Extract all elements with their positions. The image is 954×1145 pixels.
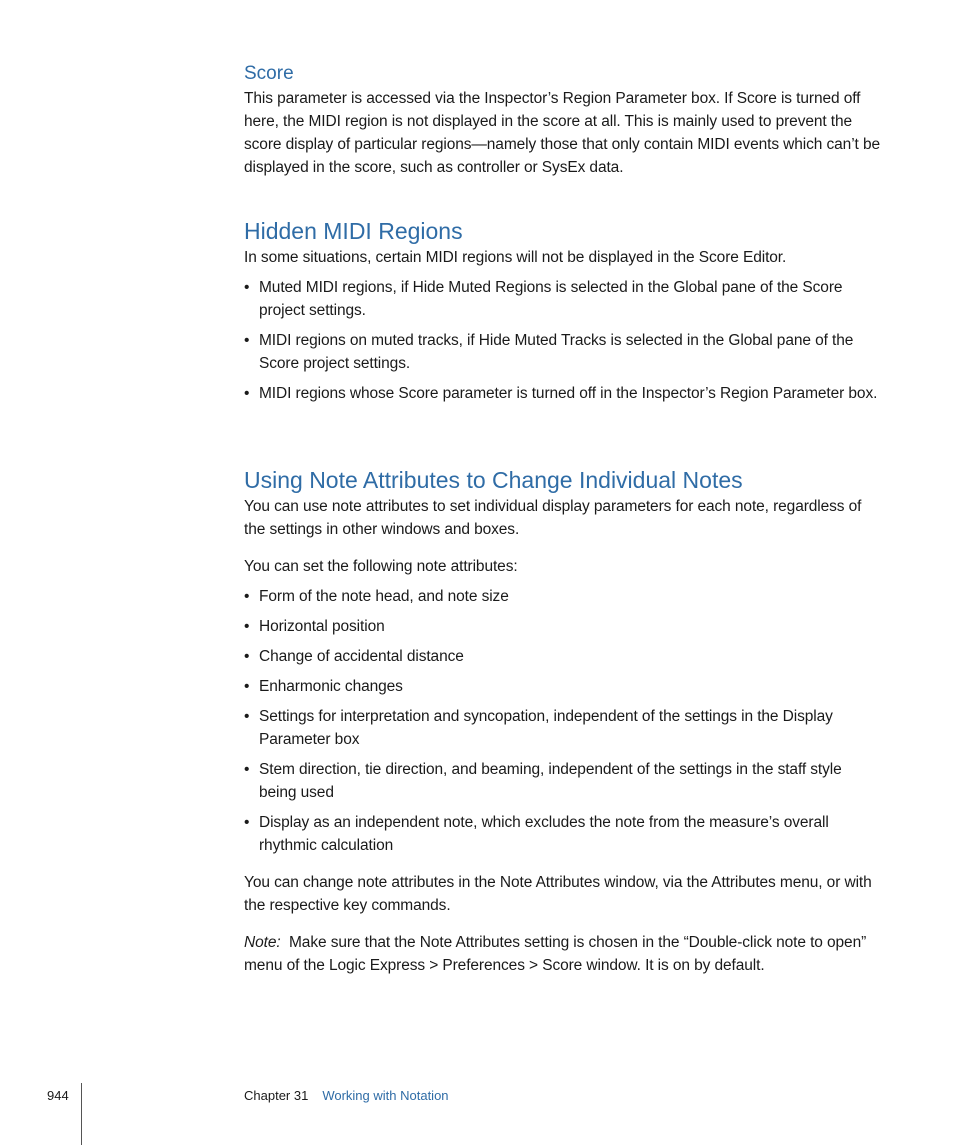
bullet-icon: • (244, 618, 250, 635)
note-attributes-heading: Using Note Attributes to Change Individual Notes (244, 467, 743, 493)
list-item (244, 811, 880, 857)
list-item-text: Muted MIDI regions, if Hide Muted Regions is selected in the Global pane of the Score project settings. (259, 279, 843, 319)
hidden-midi-heading: Hidden MIDI Regions (244, 218, 463, 244)
list-item (244, 758, 880, 804)
list-item-text: Change of accidental distance (259, 648, 464, 665)
list-item (244, 705, 880, 751)
bullet-icon: • (244, 279, 250, 296)
footer-divider (81, 1083, 82, 1145)
bullet-icon: • (244, 814, 250, 831)
score-heading: Score (244, 63, 294, 84)
chapter-label: Chapter 31 (244, 1088, 309, 1103)
note-attributes-lead: You can set the following note attributes: (244, 558, 518, 575)
page-number: 944 (47, 1088, 69, 1103)
bullet-icon: • (244, 678, 250, 695)
list-item-text: Enharmonic changes (259, 678, 403, 695)
list-item-text: Display as an independent note, which excludes the note from the measure’s overall rhythmic calculation (259, 814, 829, 854)
chapter-footer (244, 1088, 449, 1104)
list-item-text: MIDI regions whose Score parameter is turned off in the Inspector’s Region Parameter box. (259, 385, 878, 402)
list-item (244, 645, 880, 668)
list-item (244, 382, 880, 405)
list-item-text: Settings for interpretation and syncopation, independent of the settings in the Display Parameter box (259, 708, 833, 748)
bullet-icon: • (244, 648, 250, 665)
bullet-icon: • (244, 708, 250, 725)
list-item (244, 329, 880, 375)
score-paragraph: This parameter is accessed via the Inspector’s Region Parameter box. If Score is turned off here, the MIDI region is not displayed in the score at all. This is mainly used to prevent the score display of particular regions—namely those that only contain MIDI events which can’t be displayed in the score, such as controller or SysEx data. (244, 90, 880, 176)
list-item (244, 615, 880, 638)
bullet-icon: • (244, 761, 250, 778)
list-item-text: MIDI regions on muted tracks, if Hide Muted Tracks is selected in the Global pane of the Score project settings. (259, 332, 854, 372)
chapter-title-link[interactable]: Working with Notation (322, 1088, 449, 1103)
hidden-midi-intro: In some situations, certain MIDI regions will not be displayed in the Score Editor. (244, 249, 787, 266)
note-attributes-intro: You can use note attributes to set individual display parameters for each note, regardless of the settings in other windows and boxes. (244, 498, 862, 538)
list-item-text: Form of the note head, and note size (259, 588, 509, 605)
bullet-icon: • (244, 332, 250, 349)
note-text: Make sure that the Note Attributes setting is chosen in the “Double-click note to open” menu of the Logic Express > Preferences > Score window. It is on by default. (244, 934, 867, 974)
list-item (244, 276, 880, 322)
note-label: Note: (244, 934, 281, 951)
list-item-text: Horizontal position (259, 618, 385, 635)
note-paragraph (244, 931, 880, 977)
list-item (244, 675, 880, 698)
list-item-text: Stem direction, tie direction, and beaming, independent of the settings in the staff style being used (259, 761, 842, 801)
note-attributes-change: You can change note attributes in the Note Attributes window, via the Attributes menu, or with the respective key commands. (244, 874, 872, 914)
bullet-icon: • (244, 385, 250, 402)
bullet-icon: • (244, 588, 250, 605)
list-item (244, 585, 880, 608)
